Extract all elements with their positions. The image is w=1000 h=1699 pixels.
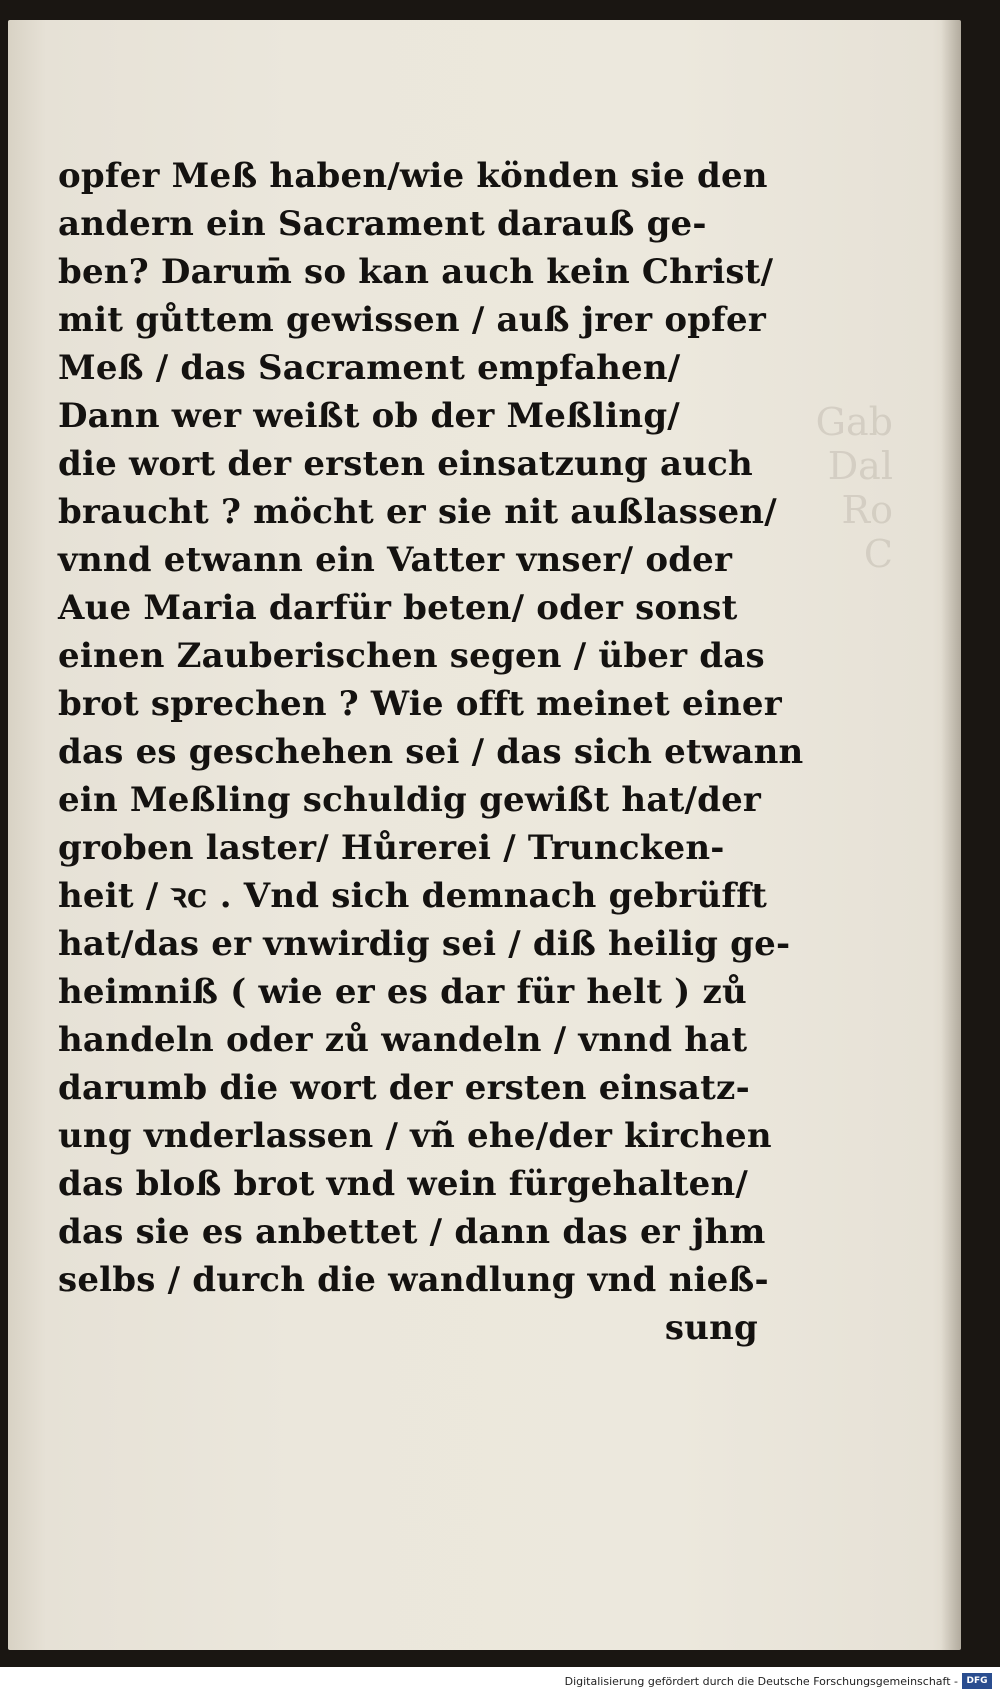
text-line: groben laster/ Hůrerei / Truncken-	[58, 828, 725, 868]
text-line: selbs / durch die wandlung vnd nieß-	[58, 1260, 769, 1300]
text-line: die wort der ersten einsatzung auch	[58, 444, 753, 484]
funding-credit: Digitalisierung gefördert durch die Deutsche Forschungsgemeinschaft -	[564, 1675, 958, 1688]
text-line: mit gůttem gewissen / auß jrer opfer	[58, 300, 766, 340]
text-line: das bloß brot vnd wein fürgehalten/	[58, 1164, 748, 1204]
text-line: heit / ꝛc . Vnd sich demnach gebrüfft	[58, 876, 767, 916]
text-line: das sie es anbettet / dann das er jhm	[58, 1212, 766, 1252]
text-line: opfer Meß haben/wie könden sie den	[58, 156, 768, 196]
text-line: heimniß ( wie er es dar für helt ) zů	[58, 972, 747, 1012]
text-line: darumb die wort der ersten einsatz-	[58, 1068, 750, 1108]
bleed-through-marks: Gab Dal Ro C	[815, 400, 893, 576]
text-line: andern ein Sacrament darauß ge-	[58, 204, 707, 244]
text-line: Meß / das Sacrament empfahen/	[58, 348, 681, 388]
text-line: hat/das er vnwirdig sei / diß heilig ge-	[58, 924, 791, 964]
book-page	[8, 20, 961, 1650]
text-line: einen Zauberischen segen / über das	[58, 636, 765, 676]
catchword: sung	[664, 1308, 758, 1348]
text-line: das es geschehen sei / das sich etwann	[58, 732, 804, 772]
text-line: Aue Maria darfür beten/ oder sonst	[58, 588, 738, 628]
text-line: Dann wer weißt ob der Meßling/	[58, 396, 680, 436]
dfg-logo: DFG	[962, 1673, 992, 1689]
text-line: ung vnderlassen / vñ ehe/der kirchen	[58, 1116, 772, 1156]
text-line: ein Meßling schuldig gewißt hat/der	[58, 780, 762, 820]
text-line: ben? Darum̄ so kan auch kein Christ/	[58, 252, 774, 292]
text-line: handeln oder zů wandeln / vnnd hat	[58, 1020, 748, 1060]
text-line: brot sprechen ? Wie offt meinet einer	[58, 684, 782, 724]
text-line: braucht ? möcht er sie nit außlassen/	[58, 492, 777, 532]
text-line: vnnd etwann ein Vatter vnser/ oder	[58, 540, 733, 580]
digitization-footer	[0, 1667, 1000, 1699]
page-edge-shadow	[941, 20, 961, 1650]
page-text	[58, 152, 804, 1352]
